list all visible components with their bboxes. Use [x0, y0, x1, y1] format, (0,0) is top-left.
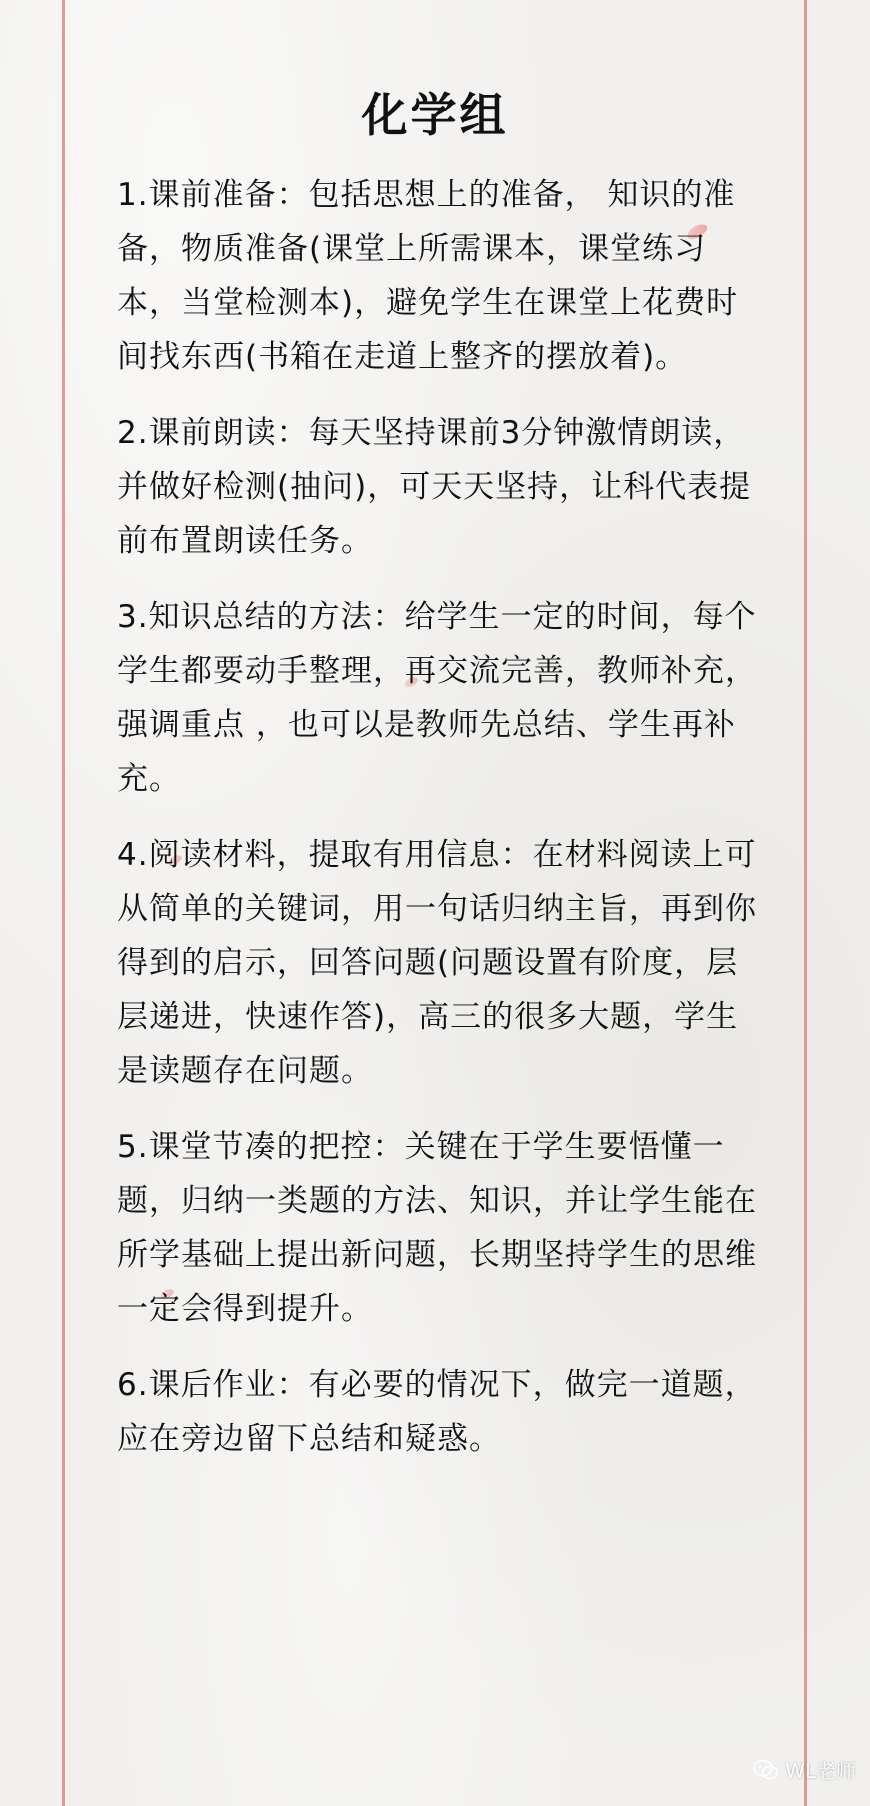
right-margin-rule	[804, 0, 807, 1806]
wechat-icon	[753, 1759, 779, 1781]
page-title: 化学组	[361, 87, 509, 142]
watermark-text: WL老师	[785, 1759, 856, 1783]
paragraph-3: 3.知识总结的方法：给学生一定的时间，每个学生都要动手整理，再交流完善，教师补充，强调重点 ，也可以是教师先总结、学生再补充。	[117, 599, 757, 797]
paragraph-4: 4.阅读材料，提取有用信息：在材料阅读上可从简单的关键词，用一句话归纳主旨，再到你得到的启示，回答问题(问题设置有阶度，层层递进，快速作答)，高三的很多大题，学生是读题存在问题。	[117, 837, 757, 1089]
watermark	[753, 1755, 856, 1784]
paragraph-6: 6.课后作业：有必要的情况下，做完一道题，应在旁边留下总结和疑惑。	[117, 1367, 757, 1457]
paragraph-1: 1.课前准备：包括思想上的准备， 知识的准备，物质准备(课堂上所需课本，课堂练习本，当堂检测本)，避免学生在课堂上花费时间找东西(书箱在走道上整齐的摆放着)。	[117, 177, 739, 375]
paragraph-5: 5.课堂节凑的把控：关键在于学生要悟懂一题，归纳一类题的方法、知识，并让学生能在所学基础上提出新问题，长期坚持学生的思维一定会得到提升。	[117, 1129, 757, 1327]
paragraph-2: 2.课前朗读：每天坚持课前3分钟激情朗读，并做好检测(抽问)，可天天坚持，让科代表提前布置朗读任务。	[117, 415, 752, 559]
article-body	[117, 168, 769, 1488]
left-margin-rule	[62, 0, 65, 1806]
